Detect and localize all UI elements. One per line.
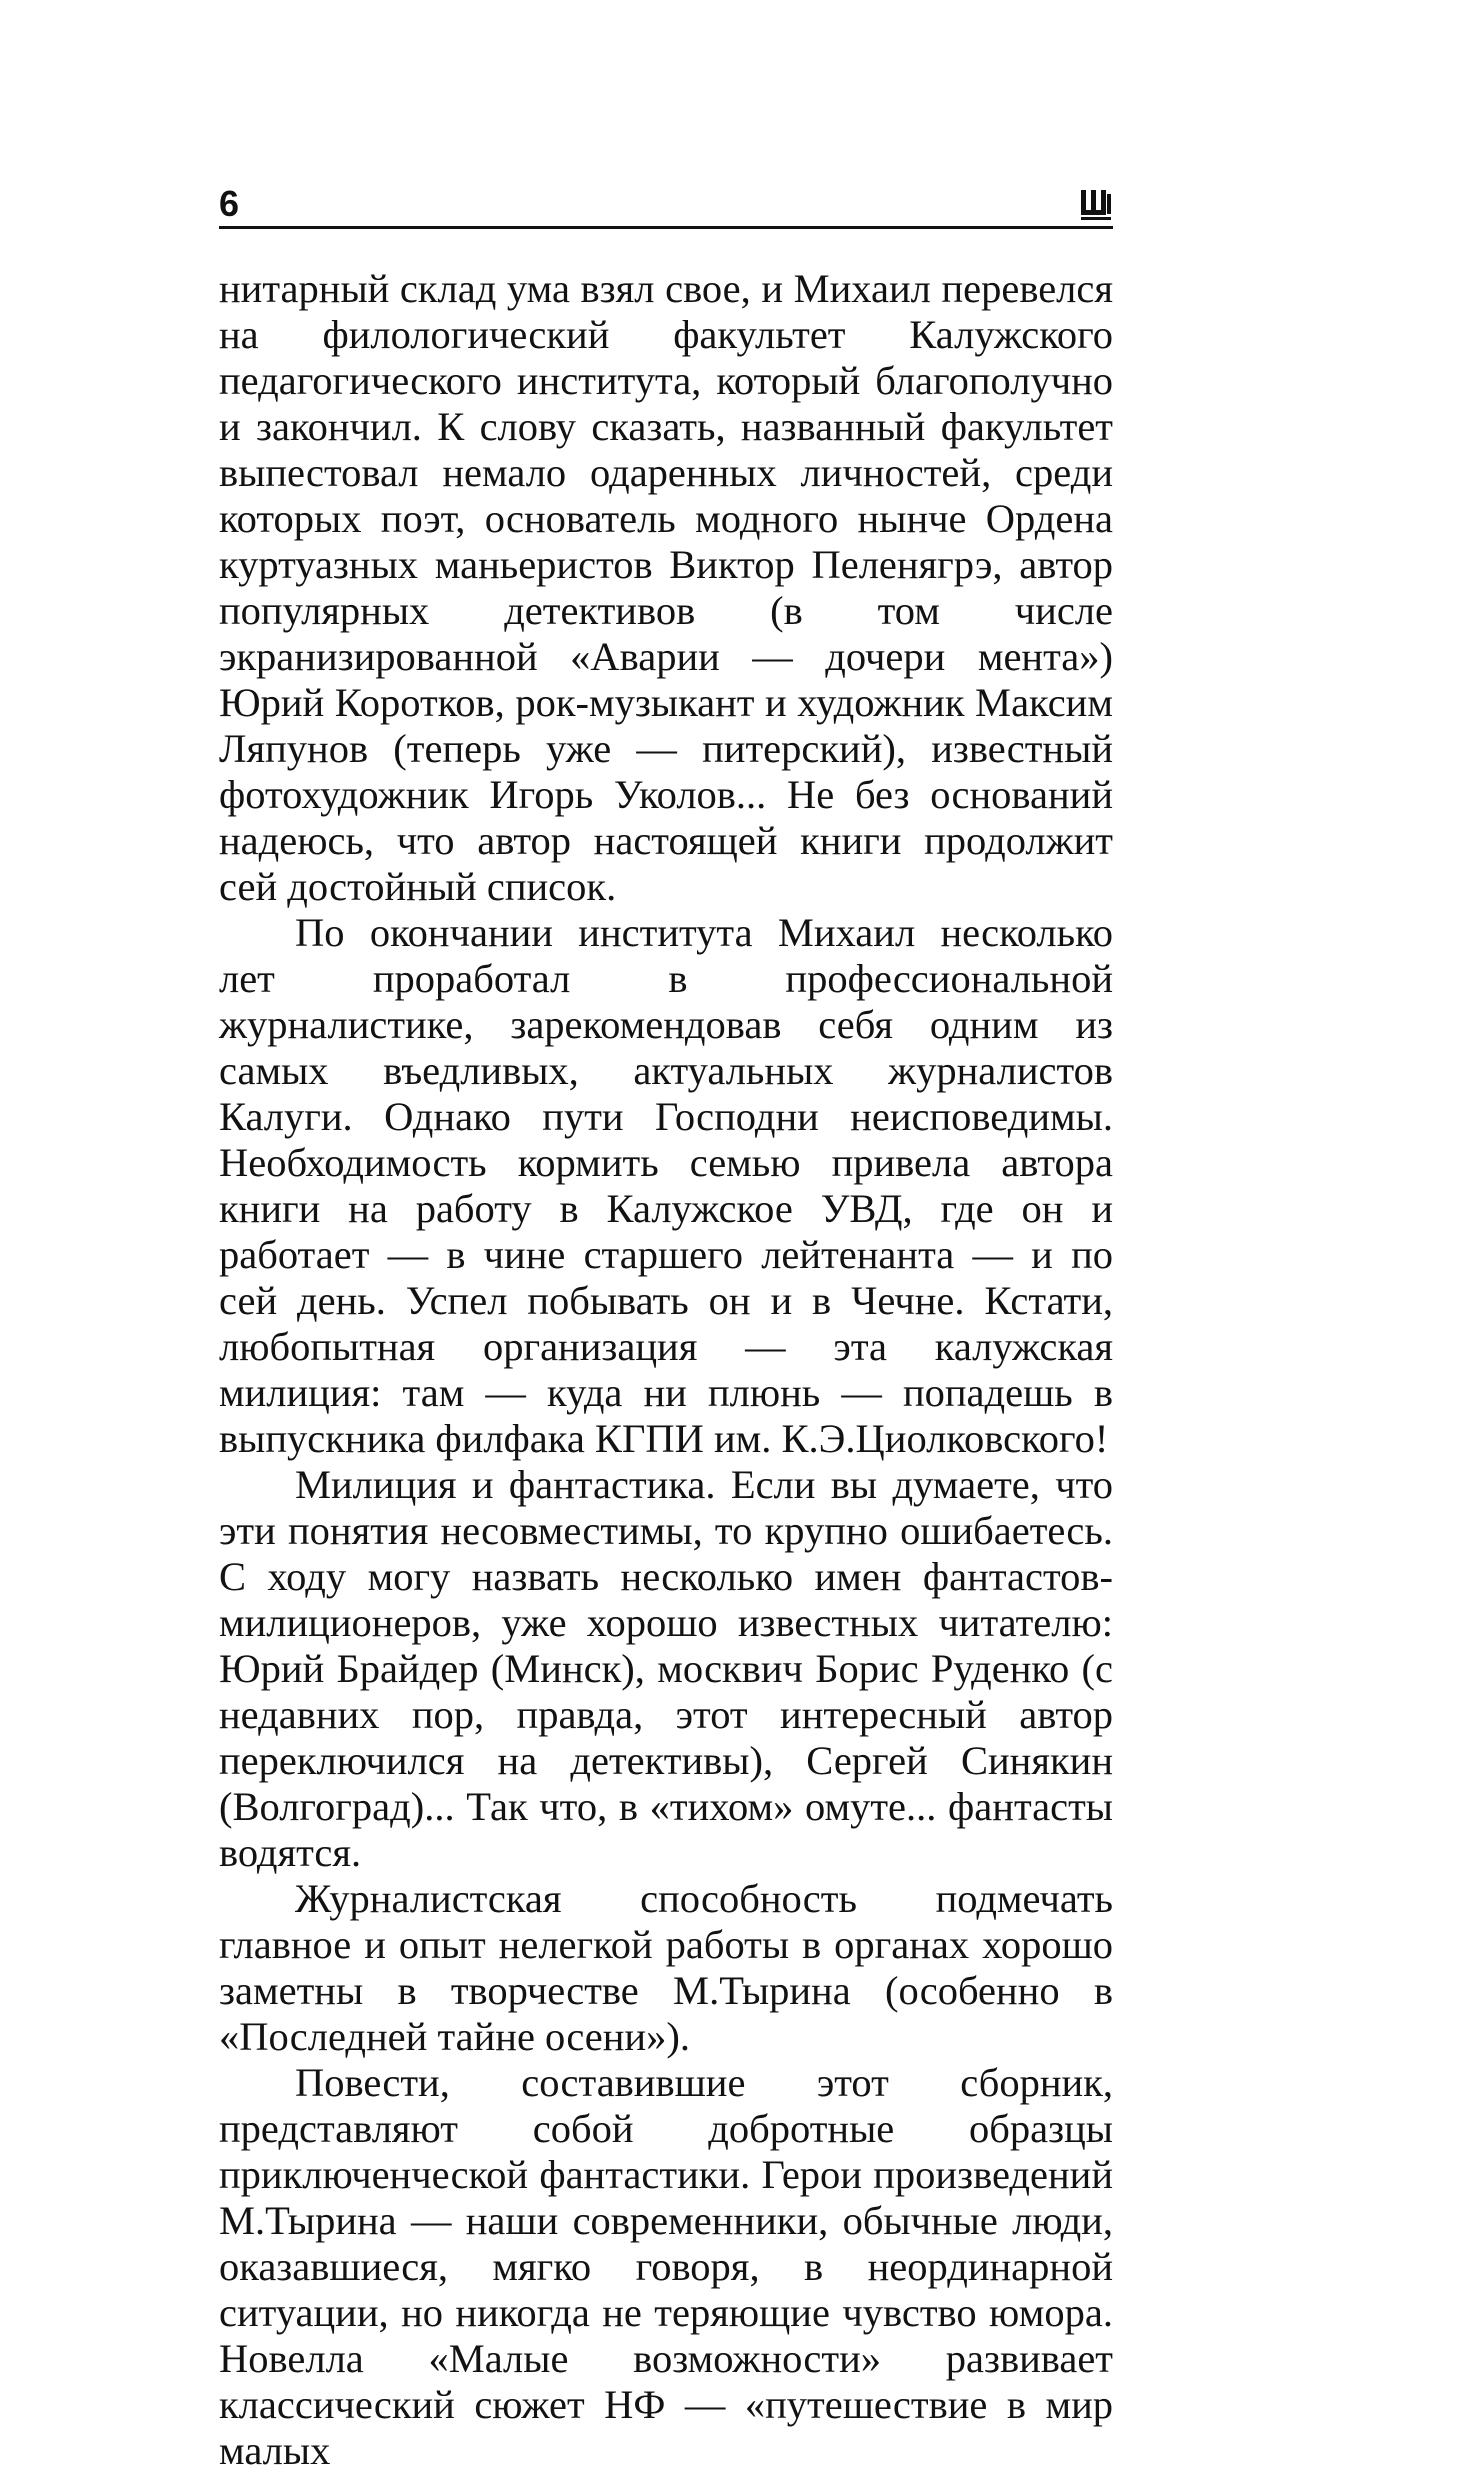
paragraph-5: Повести, составившие этот сборник, представляют собой добротные образцы приключенческой фантастики. Герои произведений М.Тырина — наши современники, обычные люди, оказавшиеся, мягко говоря, в неординарной ситуации, но никогда не теряющие чувство юмора. Новелла «Малые возможности» развивает классический сюжет НФ — «путешествие в мир малых bbox=[219, 2060, 1113, 2473]
paragraph-1: нитарный склад ума взял свое, и Михаил перевелся на филологический факультет Калужского педагогического института, который благополучно и закончил. К слову сказать, названный факультет выпестовал немало одаренных личностей, среди которых поэт, основатель модного нынче Ордена куртуазных маньеристов Виктор Пеленягрэ, автор популярных детективов (в том числе экранизированной «Аварии — дочери мента») Юрий Коротков, рок-музыкант и художник Максим Ляпунов (теперь уже — питерский), известный фотохудожник Игорь Уколов... Не без оснований надеюсь, что автор настоящей книги продолжит сей достойный список. bbox=[219, 266, 1113, 909]
paragraph-2: По окончании института Михаил несколько лет проработал в профессиональной журналистике, зарекомендовав себя одним из самых въедливых, актуальных журналистов Калуги. Однако пути Господни неисповедимы. Необходимость кормить семью привела автора книги на работу в Калужское УВД, где он и работает — в чине старшего лейтенанта — и по сей день. Успел побывать он и в Чечне. Кстати, любопытная организация — эта калужская милиция: там — куда ни плюнь — попадешь в выпускника филфака КГПИ им. К.Э.Циолковского! bbox=[219, 910, 1113, 1461]
header-rule bbox=[219, 226, 1113, 229]
publisher-logo-icon bbox=[1079, 186, 1113, 222]
paragraph-3: Милиция и фантастика. Если вы думаете, что эти понятия несовместимы, то крупно ошибаетесь. С ходу могу назвать несколько имен фантастов-милиционеров, уже хорошо известных читателю: Юрий Брайдер (Минск), москвич Борис Руденко (с недавних пор, правда, этот интересный автор переключился на детективы), Сергей Синякин (Волгоград)... Так что, в «тихом» омуте... фантасты водятся. bbox=[219, 1462, 1113, 1875]
running-head bbox=[219, 172, 1113, 230]
page-number: 6 bbox=[219, 183, 240, 224]
paragraph-4: Журналистская способность подмечать главное и опыт нелегкой работы в органах хорошо заметны в творчестве М.Тырина (особенно в «Последней тайне осени»). bbox=[219, 1876, 1113, 2059]
body-text bbox=[219, 266, 1113, 2474]
